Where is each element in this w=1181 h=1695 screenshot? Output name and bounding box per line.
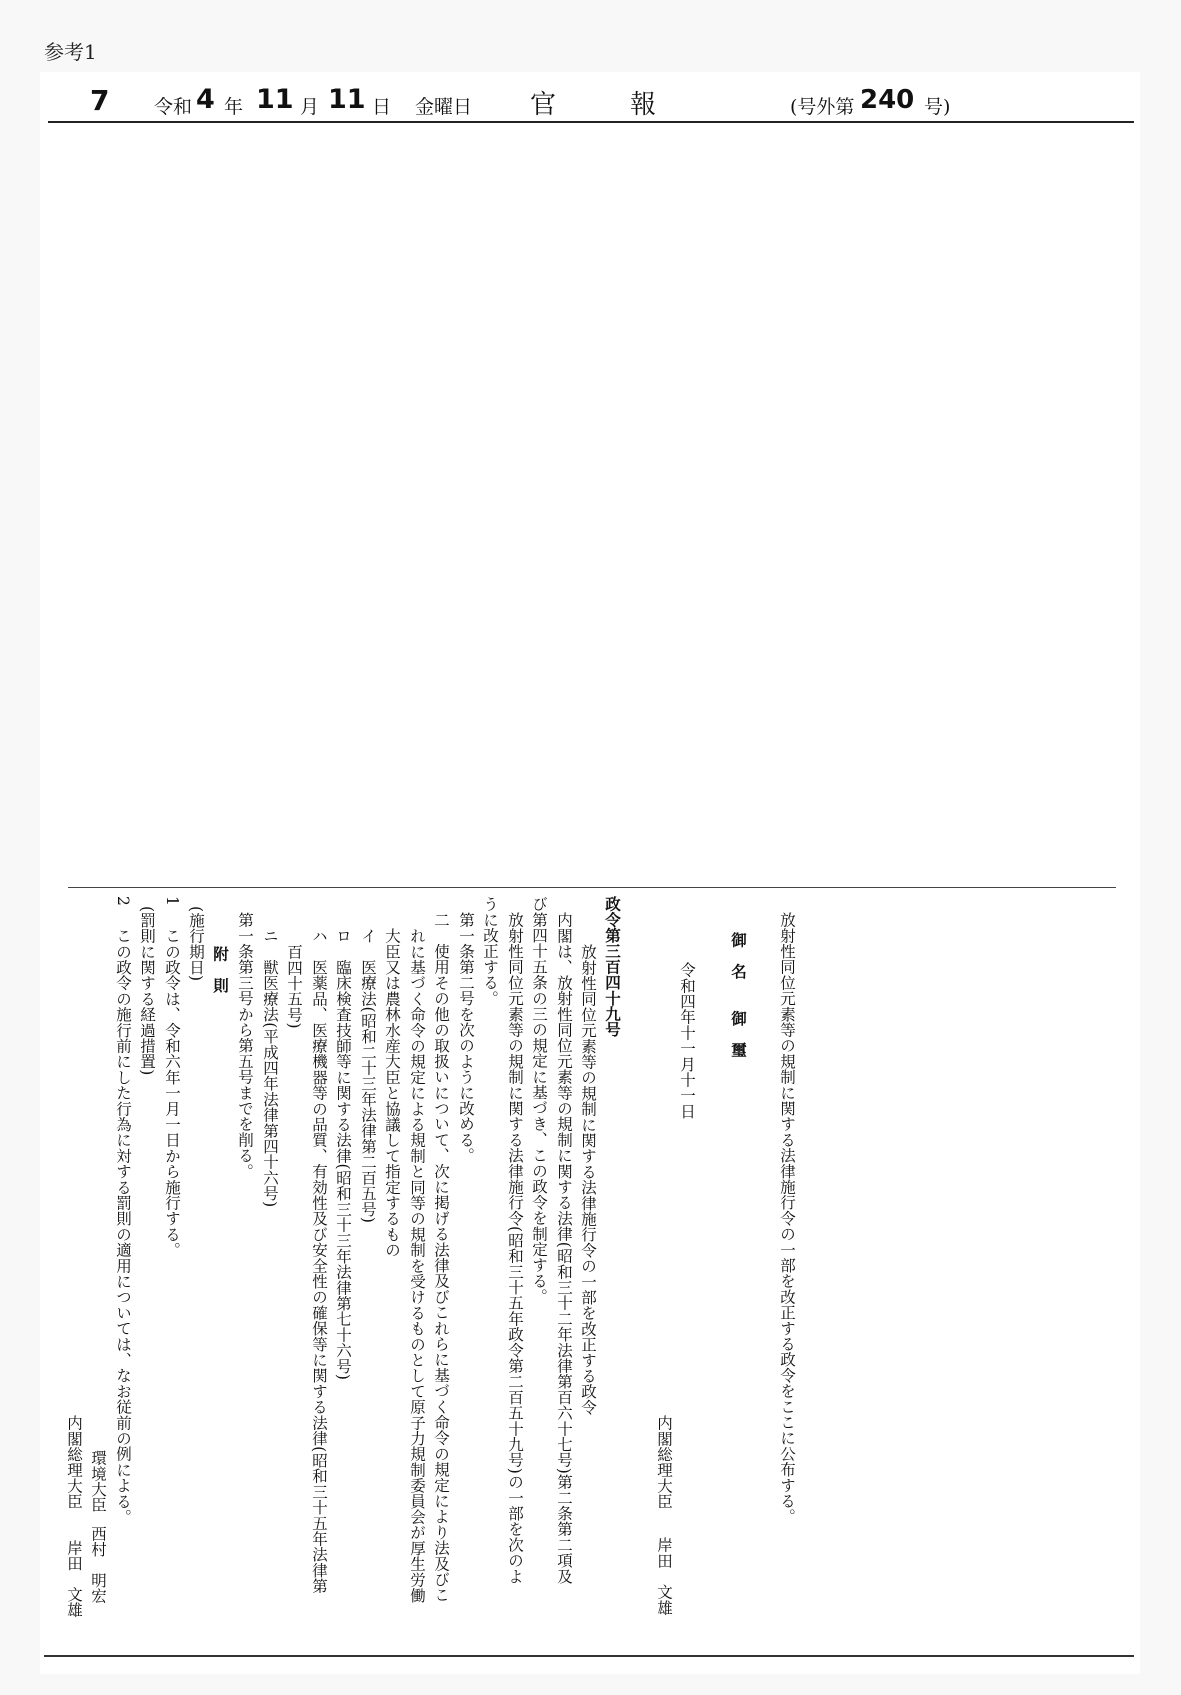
subitem-ha-line-2: 百四十五号) [285,944,303,1029]
subitem-ro: ロ 臨床検査技師等に関する法律(昭和三十三年法律第七十六号) [334,928,352,1381]
supplementary-title: 附 則 [211,946,230,994]
date-month: 11 [256,84,294,115]
header-rule [48,121,1134,123]
issue-suffix: 号) [924,96,951,118]
heading-effective-date: (施行期日) [187,906,205,982]
paragraph-1-number: 1 [163,896,181,907]
item2-line-3: 大臣又は農林水産大臣と協議して指定するもの [383,928,401,1258]
promulgation-pm-title: 内閣総理大臣 [655,1415,673,1510]
subitem-i: イ 医療法(昭和二十三年法律第二百五号) [359,928,377,1224]
article1-deletion: 第一条第三号から第五号までを削る。 [236,912,254,1179]
ordinance-number: 政令第三百四十九号 [603,896,622,1038]
issue-number: 240 [860,85,915,115]
intro-line-1: 放射性同位元素等の規制に関する法律施行令(昭和三十五年政令第二百五十九号)の一部を次のよ [506,912,524,1584]
gazette-title-po: 報 [630,90,657,120]
footer-rule [44,1655,1134,1657]
paragraph-2: この政令の施行前にした行為に対する罰則の適用については、なお従前の例による。 [114,928,132,1525]
subitem-ha-line-1: ハ 医薬品、医療機器等の品質、有効性及び安全性の確保等に関する法律(昭和三十五年法律第 [310,928,328,1594]
preamble-line-2: び第四十五条の三の規定に基づき、この政令を制定する。 [530,896,548,1305]
intro-line-2: うに改正する。 [481,896,499,1006]
preamble-line-1: 内閣は、放射性同位元素等の規制に関する法律(昭和三十二年法律第百六十七号)第二条第二項及 [555,912,573,1584]
item2-line-2: れに基づく命令の規定による規制と同等の規制を受けるものとして原子力規制委員会が厚生労働 [408,928,426,1604]
gazette-title-kan: 官 [530,90,557,120]
promulgation-date: 令和四年十一月十一日 [678,962,696,1119]
paragraph-1: この政令は、令和六年一月一日から施行する。 [163,928,181,1258]
item2-line-1: 二 使用その他の取扱いについて、次に掲げる法律及びこれらに基づく命令の規定により法及びこ [432,912,450,1603]
promulgation-text: 放射性同位元素等の規制に関する法律施行令の一部を改正する政令をここに公布する。 [778,912,796,1525]
date-year: 4 [196,84,215,115]
env-minister-title: 環境大臣 [89,1450,107,1513]
date-month-unit: 月 [300,96,320,118]
weekday: 金曜日 [415,96,473,118]
subitem-ni: ニ 獣医療法(平成四年法律第四十六号) [261,928,279,1208]
pm-countersign-title: 内閣総理大臣 [65,1415,83,1510]
page-number: 7 [90,84,110,117]
article1-amendment: 第一条第二号を次のように改める。 [457,912,475,1164]
env-minister-name: 西村 明宏 [89,1526,107,1604]
paragraph-2-number: 2 [114,896,132,907]
promulgation-pm-name: 岸田 文雄 [655,1537,673,1616]
date-day-unit: 日 [372,96,392,118]
issue-prefix: (号外第 [790,96,855,118]
section-divider [68,887,1116,888]
reference-label: 参考1 [44,40,97,64]
date-day: 11 [328,84,366,115]
heading-penalty-transition: (罰則に関する経過措置) [138,906,156,1076]
gyomei-gyoji: 御 名 御 璽 [729,932,748,1058]
date-era: 令和 [154,96,193,118]
pm-countersign-name: 岸田 文雄 [65,1540,83,1618]
gazette-header [48,86,1134,122]
ordinance-title: 放射性同位元素等の規制に関する法律施行令の一部を改正する政令 [579,944,597,1415]
gazette-page [40,72,1140,1674]
date-year-unit: 年 [224,96,244,118]
